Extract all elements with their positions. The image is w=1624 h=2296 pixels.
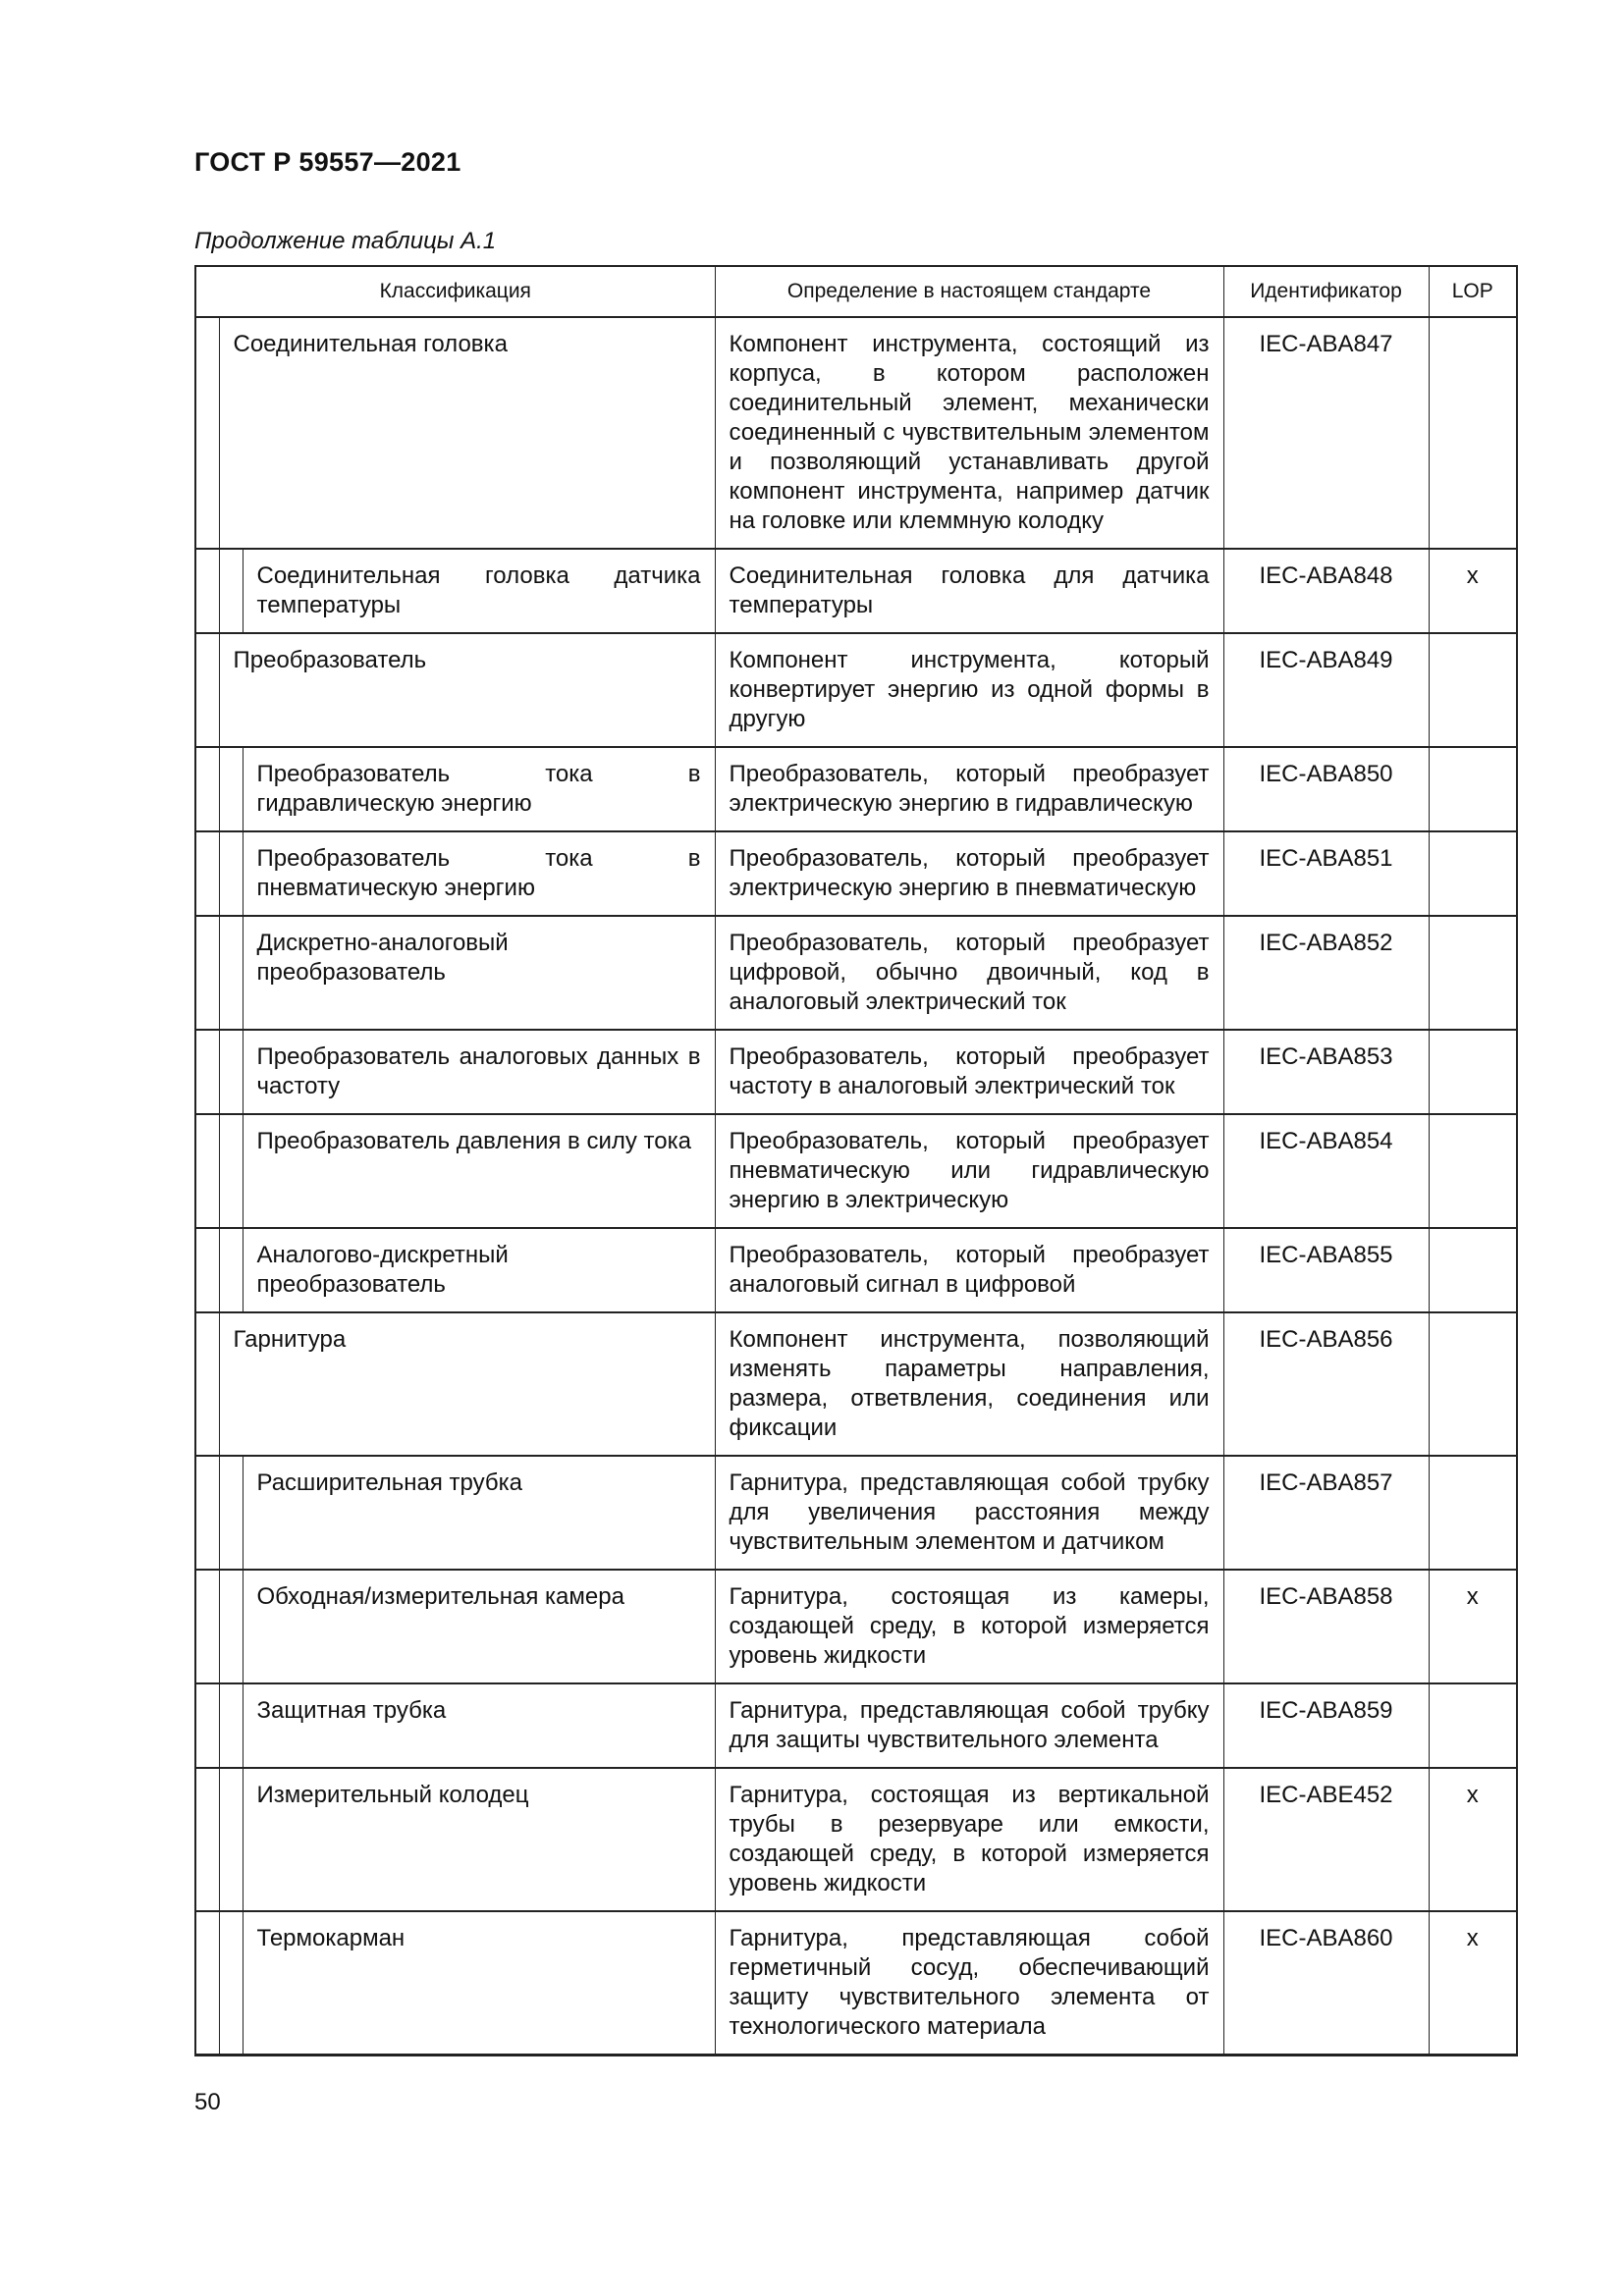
definition-text: Преобразователь, который преобразует аналоговый сигнал в цифровой — [715, 1228, 1223, 1312]
definition-text: Гарнитура, представляющая собой трубку для увеличения расстояния между чувствительным элементом и датчиком — [715, 1456, 1223, 1570]
classification-name: Термокарман — [243, 1911, 715, 2056]
hierarchy-indent-cell — [195, 1683, 219, 1768]
definition-text: Компонент инструмента, который конвертирует энергию из одной формы в другую — [715, 633, 1223, 747]
definition-text: Преобразователь, который преобразует цифровой, обычно двоичный, код в аналоговый электрический ток — [715, 916, 1223, 1030]
definition-text: Преобразователь, который преобразует частоту в аналоговый электрический ток — [715, 1030, 1223, 1114]
hierarchy-indent-cell — [195, 831, 219, 916]
hierarchy-indent-cell — [219, 1030, 243, 1114]
lop-mark — [1429, 1456, 1517, 1570]
lop-mark — [1429, 633, 1517, 747]
table-row — [195, 747, 1517, 831]
definition-text: Преобразователь, который преобразует электрическую энергию в пневматическую — [715, 831, 1223, 916]
classification-name: Соединительная головка датчика температуры — [243, 549, 715, 633]
classification-name: Расширительная трубка — [243, 1456, 715, 1570]
hierarchy-indent-cell — [195, 1570, 219, 1683]
column-header-lop: LOP — [1429, 266, 1517, 317]
table-row — [195, 1030, 1517, 1114]
classification-name: Обходная/измерительная камера — [243, 1570, 715, 1683]
hierarchy-indent-cell — [195, 1030, 219, 1114]
identifier-code: IEC-ABA855 — [1223, 1228, 1429, 1312]
table-row — [195, 1570, 1517, 1683]
page-number: 50 — [194, 2089, 221, 2115]
lop-mark: x — [1429, 1570, 1517, 1683]
identifier-code: IEC-ABA860 — [1223, 1911, 1429, 2056]
hierarchy-indent-cell — [195, 1114, 219, 1228]
lop-mark — [1429, 747, 1517, 831]
table-row — [195, 1768, 1517, 1911]
hierarchy-indent-cell — [219, 1911, 243, 2056]
table-header-row — [195, 266, 1517, 317]
hierarchy-indent-cell — [219, 1228, 243, 1312]
lop-mark — [1429, 916, 1517, 1030]
identifier-code: IEC-ABA859 — [1223, 1683, 1429, 1768]
hierarchy-indent-cell — [219, 1683, 243, 1768]
hierarchy-indent-cell — [219, 1114, 243, 1228]
lop-mark — [1429, 1228, 1517, 1312]
hierarchy-indent-cell — [219, 1768, 243, 1911]
lop-mark: x — [1429, 1911, 1517, 2056]
table-row — [195, 916, 1517, 1030]
hierarchy-indent-cell — [195, 633, 219, 747]
identifier-code: IEC-ABA856 — [1223, 1312, 1429, 1456]
identifier-code: IEC-ABA854 — [1223, 1114, 1429, 1228]
classification-name: Преобразователь тока в пневматическую энергию — [243, 831, 715, 916]
identifier-code: IEC-ABA848 — [1223, 549, 1429, 633]
classification-name: Преобразователь тока в гидравлическую энергию — [243, 747, 715, 831]
definition-text: Гарнитура, представляющая собой трубку для защиты чувствительного элемента — [715, 1683, 1223, 1768]
identifier-code: IEC-ABA849 — [1223, 633, 1429, 747]
hierarchy-indent-cell — [195, 317, 219, 549]
hierarchy-indent-cell — [219, 747, 243, 831]
hierarchy-indent-cell — [195, 1228, 219, 1312]
column-header-identifier: Идентификатор — [1223, 266, 1429, 317]
table-row — [195, 1312, 1517, 1456]
lop-mark — [1429, 1683, 1517, 1768]
identifier-code: IEC-ABA858 — [1223, 1570, 1429, 1683]
lop-mark: x — [1429, 1768, 1517, 1911]
definition-text: Соединительная головка для датчика температуры — [715, 549, 1223, 633]
classification-name: Дискретно-аналоговый преобразователь — [243, 916, 715, 1030]
definition-text: Преобразователь, который преобразует электрическую энергию в гидравлическую — [715, 747, 1223, 831]
table-row — [195, 831, 1517, 916]
identifier-code: IEC-ABA847 — [1223, 317, 1429, 549]
hierarchy-indent-cell — [219, 549, 243, 633]
definition-text: Гарнитура, состоящая из камеры, создающей среду, в которой измеряется уровень жидкости — [715, 1570, 1223, 1683]
table-caption: Продолжение таблицы А.1 — [194, 228, 497, 254]
table-row — [195, 1683, 1517, 1768]
identifier-code: IEC-ABE452 — [1223, 1768, 1429, 1911]
definition-text: Преобразователь, который преобразует пневматическую или гидравлическую энергию в электрическую — [715, 1114, 1223, 1228]
hierarchy-indent-cell — [195, 1312, 219, 1456]
table-row — [195, 1911, 1517, 2056]
identifier-code: IEC-ABA850 — [1223, 747, 1429, 831]
hierarchy-indent-cell — [195, 1456, 219, 1570]
classification-name: Измерительный колодец — [243, 1768, 715, 1911]
table-row — [195, 1114, 1517, 1228]
classification-name: Защитная трубка — [243, 1683, 715, 1768]
classification-name: Преобразователь давления в силу тока — [243, 1114, 715, 1228]
identifier-code: IEC-ABA852 — [1223, 916, 1429, 1030]
lop-mark — [1429, 1030, 1517, 1114]
definition-text: Компонент инструмента, позволяющий изменять параметры направления, размера, ответвления, соединения или фиксации — [715, 1312, 1223, 1456]
identifier-code: IEC-ABA857 — [1223, 1456, 1429, 1570]
classification-name: Аналогово-дискретный преобразователь — [243, 1228, 715, 1312]
column-header-definition: Определение в настоящем стандарте — [715, 266, 1223, 317]
hierarchy-indent-cell — [219, 831, 243, 916]
lop-mark — [1429, 831, 1517, 916]
identifier-code: IEC-ABA851 — [1223, 831, 1429, 916]
classification-name: Соединительная головка — [219, 317, 715, 549]
lop-mark — [1429, 1114, 1517, 1228]
hierarchy-indent-cell — [195, 916, 219, 1030]
lop-mark — [1429, 1312, 1517, 1456]
identifier-code: IEC-ABA853 — [1223, 1030, 1429, 1114]
classification-table — [194, 265, 1518, 2056]
definition-text: Гарнитура, состоящая из вертикальной трубы в резервуаре или емкости, создающей среду, в которой измеряется уровень жидкости — [715, 1768, 1223, 1911]
lop-mark: x — [1429, 549, 1517, 633]
document-header: ГОСТ Р 59557—2021 — [194, 147, 461, 177]
column-header-classification: Классификация — [195, 266, 715, 317]
definition-text: Компонент инструмента, состоящий из корпуса, в котором расположен соединительный элемент, механически соединенный с чувствительным элементом и позволяющий устанавливать другой компонент инструмента, например датчик на головке или клеммную колодку — [715, 317, 1223, 549]
classification-name: Преобразователь — [219, 633, 715, 747]
table-row — [195, 633, 1517, 747]
table-row — [195, 549, 1517, 633]
hierarchy-indent-cell — [219, 916, 243, 1030]
table-row — [195, 1456, 1517, 1570]
classification-name: Преобразователь аналоговых данных в частоту — [243, 1030, 715, 1114]
hierarchy-indent-cell — [195, 747, 219, 831]
hierarchy-indent-cell — [195, 1768, 219, 1911]
hierarchy-indent-cell — [195, 549, 219, 633]
table-row — [195, 317, 1517, 549]
lop-mark — [1429, 317, 1517, 549]
definition-text: Гарнитура, представляющая собой герметичный сосуд, обеспечивающий защиту чувствительного элемента от технологического материала — [715, 1911, 1223, 2056]
table-body — [195, 317, 1517, 2056]
hierarchy-indent-cell — [219, 1456, 243, 1570]
classification-name: Гарнитура — [219, 1312, 715, 1456]
table-row — [195, 1228, 1517, 1312]
hierarchy-indent-cell — [219, 1570, 243, 1683]
hierarchy-indent-cell — [195, 1911, 219, 2056]
